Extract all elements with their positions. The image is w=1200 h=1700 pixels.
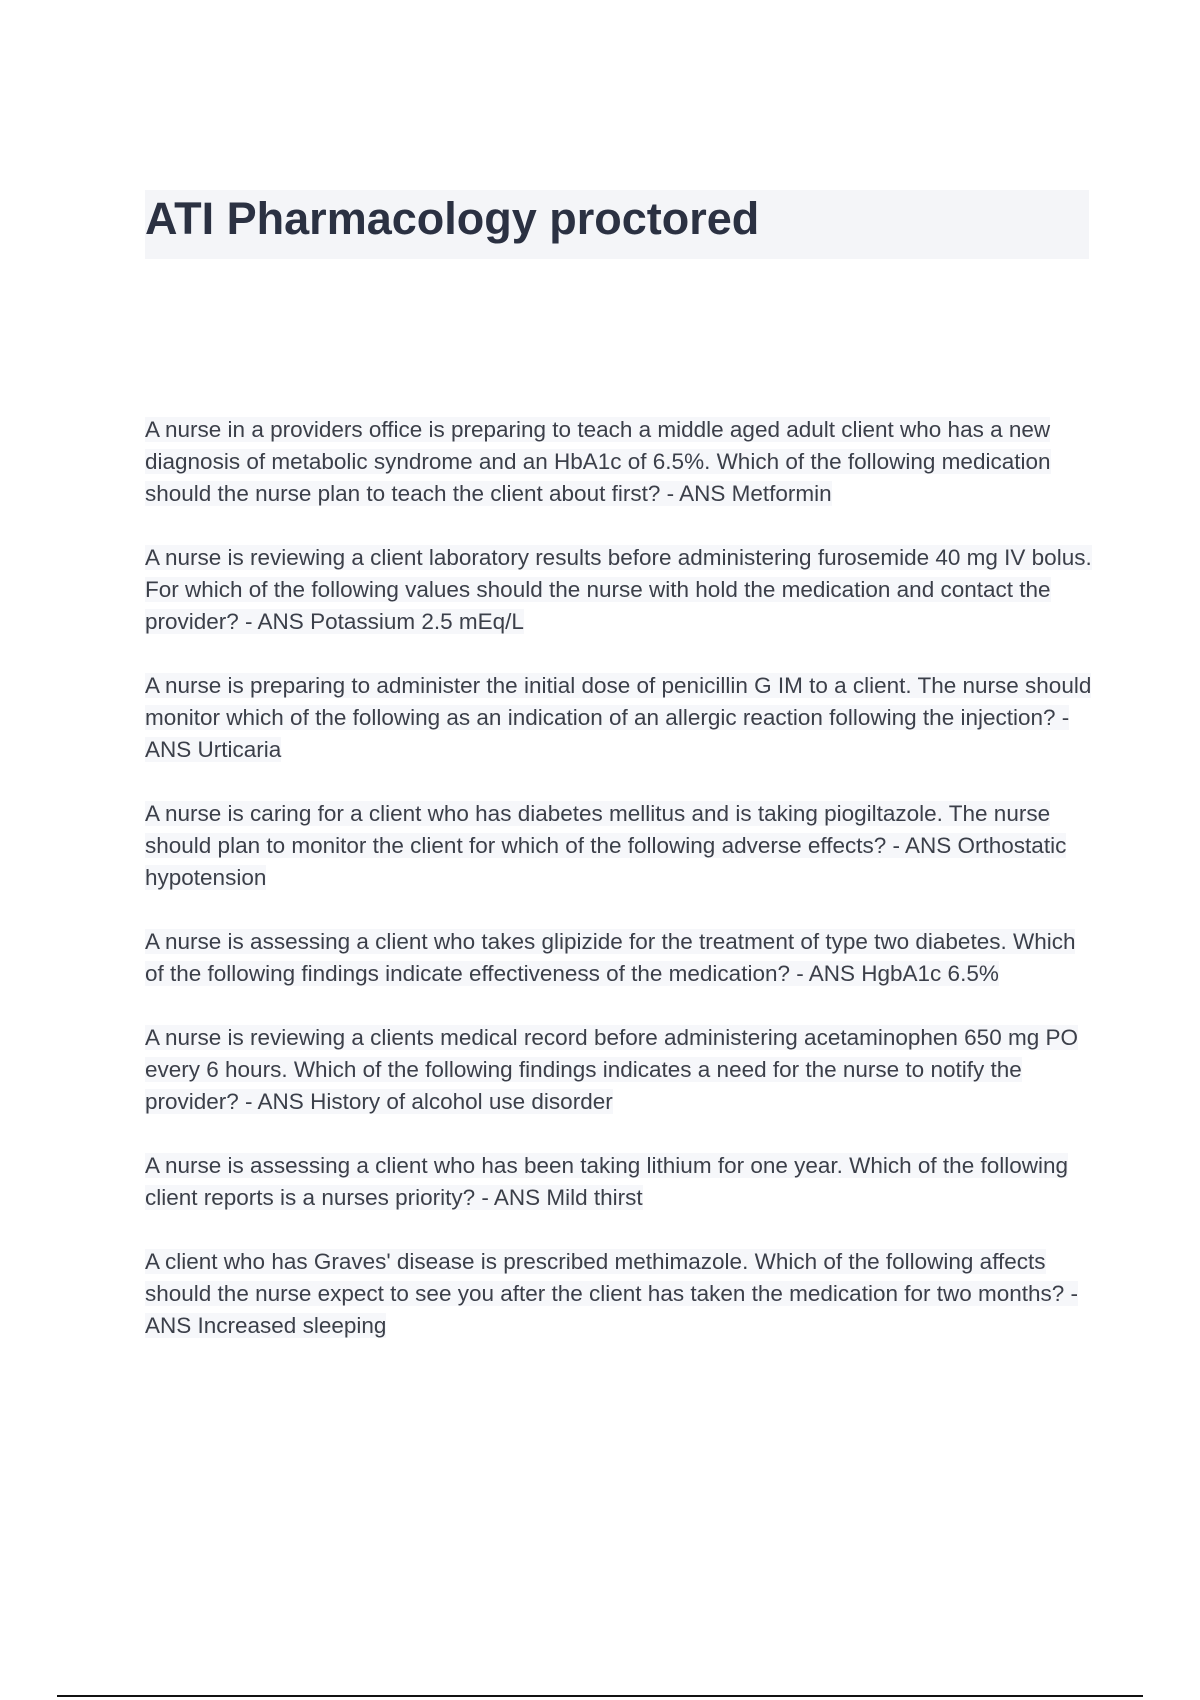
question-item (145, 1246, 1095, 1342)
question-text: A nurse is reviewing a client laboratory results before administering furosemide 40 mg IV bolus. For which of the following values should the nurse with hold the medication and contact the provider? - ANS Potassium 2.5 mEq/L (145, 545, 1092, 634)
question-text: A nurse is caring for a client who has diabetes mellitus and is taking piogiltazole. The nurse should plan to monitor the client for which of the following adverse effects? - ANS Orthostatic hypotension (145, 801, 1067, 890)
question-text: A nurse is assessing a client who has been taking lithium for one year. Which of the following client reports is a nurses priority? - ANS Mild thirst (145, 1153, 1069, 1210)
question-item (145, 542, 1095, 638)
question-item (145, 414, 1095, 510)
question-text: A nurse is assessing a client who takes glipizide for the treatment of type two diabetes. Which of the following findings indicate effectiveness of the medication? - ANS HgbA1c 6.5% (145, 929, 1076, 986)
title-banner (145, 190, 1089, 259)
page-bottom-divider (57, 1695, 1143, 1697)
question-item (145, 926, 1095, 990)
question-item (145, 670, 1095, 766)
question-item (145, 1150, 1095, 1214)
question-text: A nurse is preparing to administer the initial dose of penicillin G IM to a client. The nurse should monitor which of the following as an indication of an allergic reaction following the injection? - ANS Urticaria (145, 673, 1092, 762)
page-title: ATI Pharmacology proctored (145, 193, 760, 244)
question-text: A nurse is reviewing a clients medical record before administering acetaminophen 650 mg PO every 6 hours. Which of the following findings indicates a need for the nurse to notify the provider? - ANS History of alcohol use disorder (145, 1025, 1078, 1114)
question-text: A nurse in a providers office is preparing to teach a middle aged adult client who has a new diagnosis of metabolic syndrome and an HbA1c of 6.5%. Which of the following medication should the nurse plan to teach the client about first? - ANS Metformin (145, 417, 1051, 506)
question-text: A client who has Graves' disease is prescribed methimazole. Which of the following affects should the nurse expect to see you after the client has taken the medication for two months? - ANS Increased sleeping (145, 1249, 1079, 1338)
question-item (145, 1022, 1095, 1118)
question-list (145, 414, 1095, 1374)
question-item (145, 798, 1095, 894)
